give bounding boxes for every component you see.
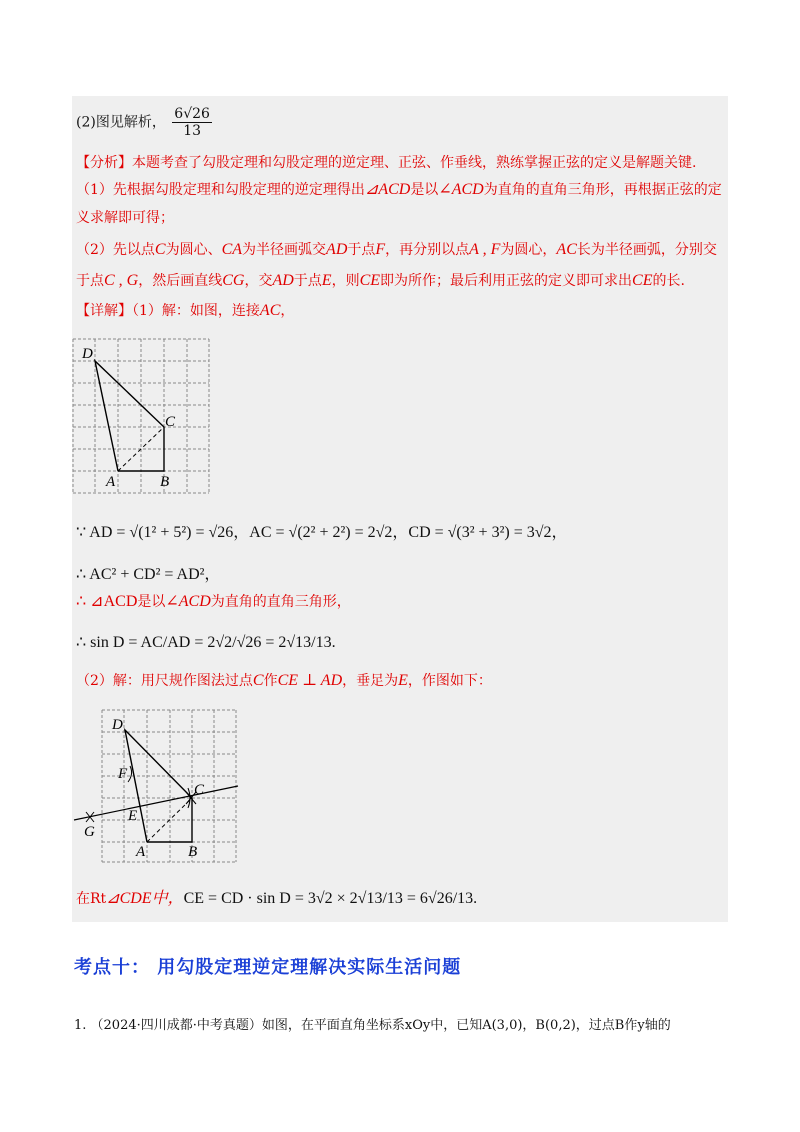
detail-line: 【详解】（1）解：如图，连接AC， bbox=[76, 302, 295, 319]
label-C: C bbox=[194, 782, 205, 798]
step2-line: （2）先以点C为圆心、CA为半径画弧交AD于点F，再分别以点A , F为圆心，AC长为半径画弧，分别交 bbox=[76, 241, 717, 258]
question-text: 1. （2024·四川成都·中考真题）如图，在平面直角坐标系xOy中，已知A(3,0)，B(0,2)，过点B作y轴的 bbox=[74, 1018, 671, 1033]
label-E: E bbox=[128, 808, 138, 824]
part2-prefix: (2)图见解析， bbox=[76, 114, 166, 131]
fraction-denominator: 13 bbox=[183, 123, 202, 139]
step2-line-cont: 于点C , G，然后画直线CG，交AD于点E，则CE即为所作；最后利用正弦的定义即可求出CE的长. bbox=[76, 272, 685, 289]
fraction-numerator: 6√26 bbox=[174, 106, 210, 122]
analysis-label: 【分析】 bbox=[76, 155, 132, 171]
equation-pythagoras: ∴ AC² + CD² = AD²， bbox=[76, 566, 221, 583]
part2-answer-line bbox=[76, 106, 214, 139]
step1-line-cont: 义求解即可得； bbox=[76, 210, 174, 226]
label-A: A bbox=[106, 474, 116, 490]
final-equation-line: 在Rt⊿CDE中，CE = CD · sin D = 3√2 × 2√13/13 = 6√26/13. bbox=[76, 890, 478, 907]
section-title: 考点十： 用勾股定理逆定理解决实际生活问题 bbox=[74, 957, 462, 978]
label-D: D bbox=[112, 717, 123, 733]
label-A: A bbox=[136, 844, 146, 860]
figure-quadrilateral-grid bbox=[72, 338, 212, 494]
equation-lengths: ∵ AD = √(1² + 5²) = √26，AC = √(2² + 2²) = 2√2，CD = √(3² + 3²) = 3√2， bbox=[76, 524, 568, 541]
figure-construction-grid bbox=[72, 708, 240, 864]
analysis-line bbox=[76, 154, 696, 172]
label-C: C bbox=[165, 414, 176, 430]
analysis-text: 本题考查了勾股定理和勾股定理的逆定理、正弦、作垂线，熟练掌握正弦的定义是解题关键. bbox=[132, 155, 697, 171]
part2-detail-line: （2）解：用尺规作图法过点C作CE ⊥ AD，垂足为E，作图如下： bbox=[76, 672, 492, 689]
label-F: F bbox=[118, 766, 128, 782]
label-G: G bbox=[84, 824, 95, 840]
detail-label: 【详解】 bbox=[76, 303, 132, 319]
label-D: D bbox=[82, 346, 93, 362]
equation-sine: ∴ sin D = AC/AD = 2√2/√26 = 2√13/13. bbox=[76, 634, 336, 651]
label-B: B bbox=[188, 844, 198, 860]
equation-right-triangle: ∴ ⊿ACD是以∠ACD为直角的直角三角形， bbox=[76, 593, 351, 610]
step1-line: （1）先根据勾股定理和勾股定理的逆定理得出⊿ACD是以∠ACD为直角的直角三角形，再根据正弦的定 bbox=[76, 181, 722, 198]
part2-fraction bbox=[172, 106, 212, 139]
label-B: B bbox=[160, 474, 170, 490]
